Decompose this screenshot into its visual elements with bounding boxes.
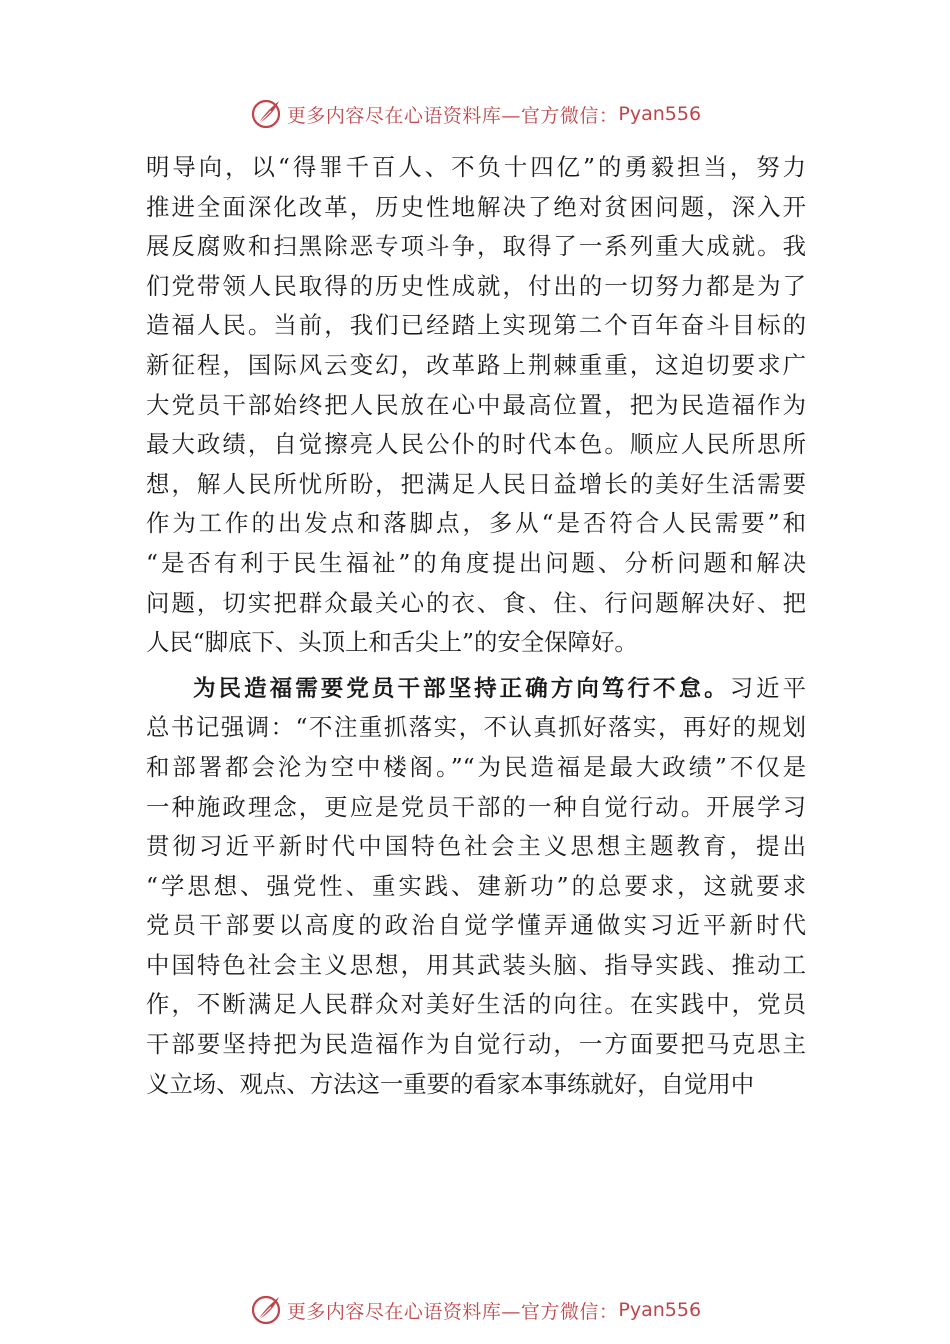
paragraph-heading: 为民造福需要党员干部坚持正确方向笃行不怠。 [193, 675, 730, 702]
text-line: 展反腐败和扫黑除恶专项斗争，取得了一系列重大成就。我 [146, 232, 806, 261]
text-line: 一种施政理念，更应是党员干部的一种自觉行动。开展学习 [146, 792, 806, 821]
document-body [146, 148, 806, 1104]
text-line: 作为工作的出发点和落脚点，多从“是否符合人民需要”和 [146, 509, 806, 538]
text-line: 明导向，以“得罪千百人、不负十四亿”的勇毅担当，努力 [146, 153, 806, 181]
watermark-text: 更多内容尽在心语资料库—官方微信： [286, 1300, 619, 1323]
text-line: 大党员干部始终把人民放在心中最高位置，把为民造福作为 [146, 390, 806, 419]
watermark-wechat-id: Pyan556 [618, 103, 702, 125]
watermark-text: 更多内容尽在心语资料库—官方微信： [286, 104, 619, 127]
text-line: 党员干部要以高度的政治自觉学懂弄通做实习近平新时代 [146, 911, 806, 940]
watermark-wechat-id: Pyan556 [618, 1299, 702, 1321]
text-line: 推进全面深化改革，历史性地解决了绝对贫困问题，深入开 [146, 192, 806, 221]
text-line: 干部要坚持把为民造福作为自觉行动，一方面要把马克思主 [146, 1030, 806, 1059]
text-line: “是否有利于民生福祉”的角度提出问题、分析问题和解决 [146, 548, 806, 577]
paragraph-2-first-line [146, 669, 806, 709]
text-line: 和部署都会沦为空中楼阁。”“为民造福是最大政绩”不仅是 [146, 752, 806, 781]
text-fragment: 习近平 [729, 673, 806, 702]
paragraph-2 [146, 669, 806, 1105]
text-line: 作，不断满足人民群众对美好生活的向往。在实践中，党员 [146, 990, 806, 1019]
text-line: 中国特色社会主义思想，用其武装头脑、指导实践、推动工 [146, 950, 806, 979]
quill-pen-icon [249, 1293, 283, 1327]
text-line: 问题，切实把群众最关心的衣、食、住、行问题解决好、把 [146, 588, 806, 617]
text-line: 人民“脚底下、头顶上和舌尖上”的安全保障好。 [146, 628, 638, 657]
text-line: 新征程，国际风云变幻，改革路上荆棘重重，这迫切要求广 [146, 350, 806, 379]
text-line: 义立场、观点、方法这一重要的看家本事练就好，自觉用中 [146, 1069, 755, 1098]
footer-watermark [0, 1290, 950, 1330]
text-line: “学思想、强党性、重实践、建新功”的总要求，这就要求 [146, 871, 806, 900]
paragraph-1 [146, 148, 806, 663]
text-line: 们党带领人民取得的历史性成就，付出的一切努力都是为了 [146, 271, 806, 300]
text-line: 总书记强调：“不注重抓落实，不认真抓好落实，再好的规划 [146, 713, 806, 742]
header-watermark [0, 94, 950, 134]
text-line: 想，解人民所忧所盼，把满足人民日益增长的美好生活需要 [146, 469, 806, 498]
text-line: 贯彻习近平新时代中国特色社会主义思想主题教育，提出 [146, 832, 806, 861]
text-line: 最大政绩，自觉擦亮人民公仆的时代本色。顺应人民所思所 [146, 430, 806, 459]
quill-pen-icon [249, 97, 283, 131]
text-line: 造福人民。当前，我们已经踏上实现第二个百年奋斗目标的 [146, 311, 806, 340]
